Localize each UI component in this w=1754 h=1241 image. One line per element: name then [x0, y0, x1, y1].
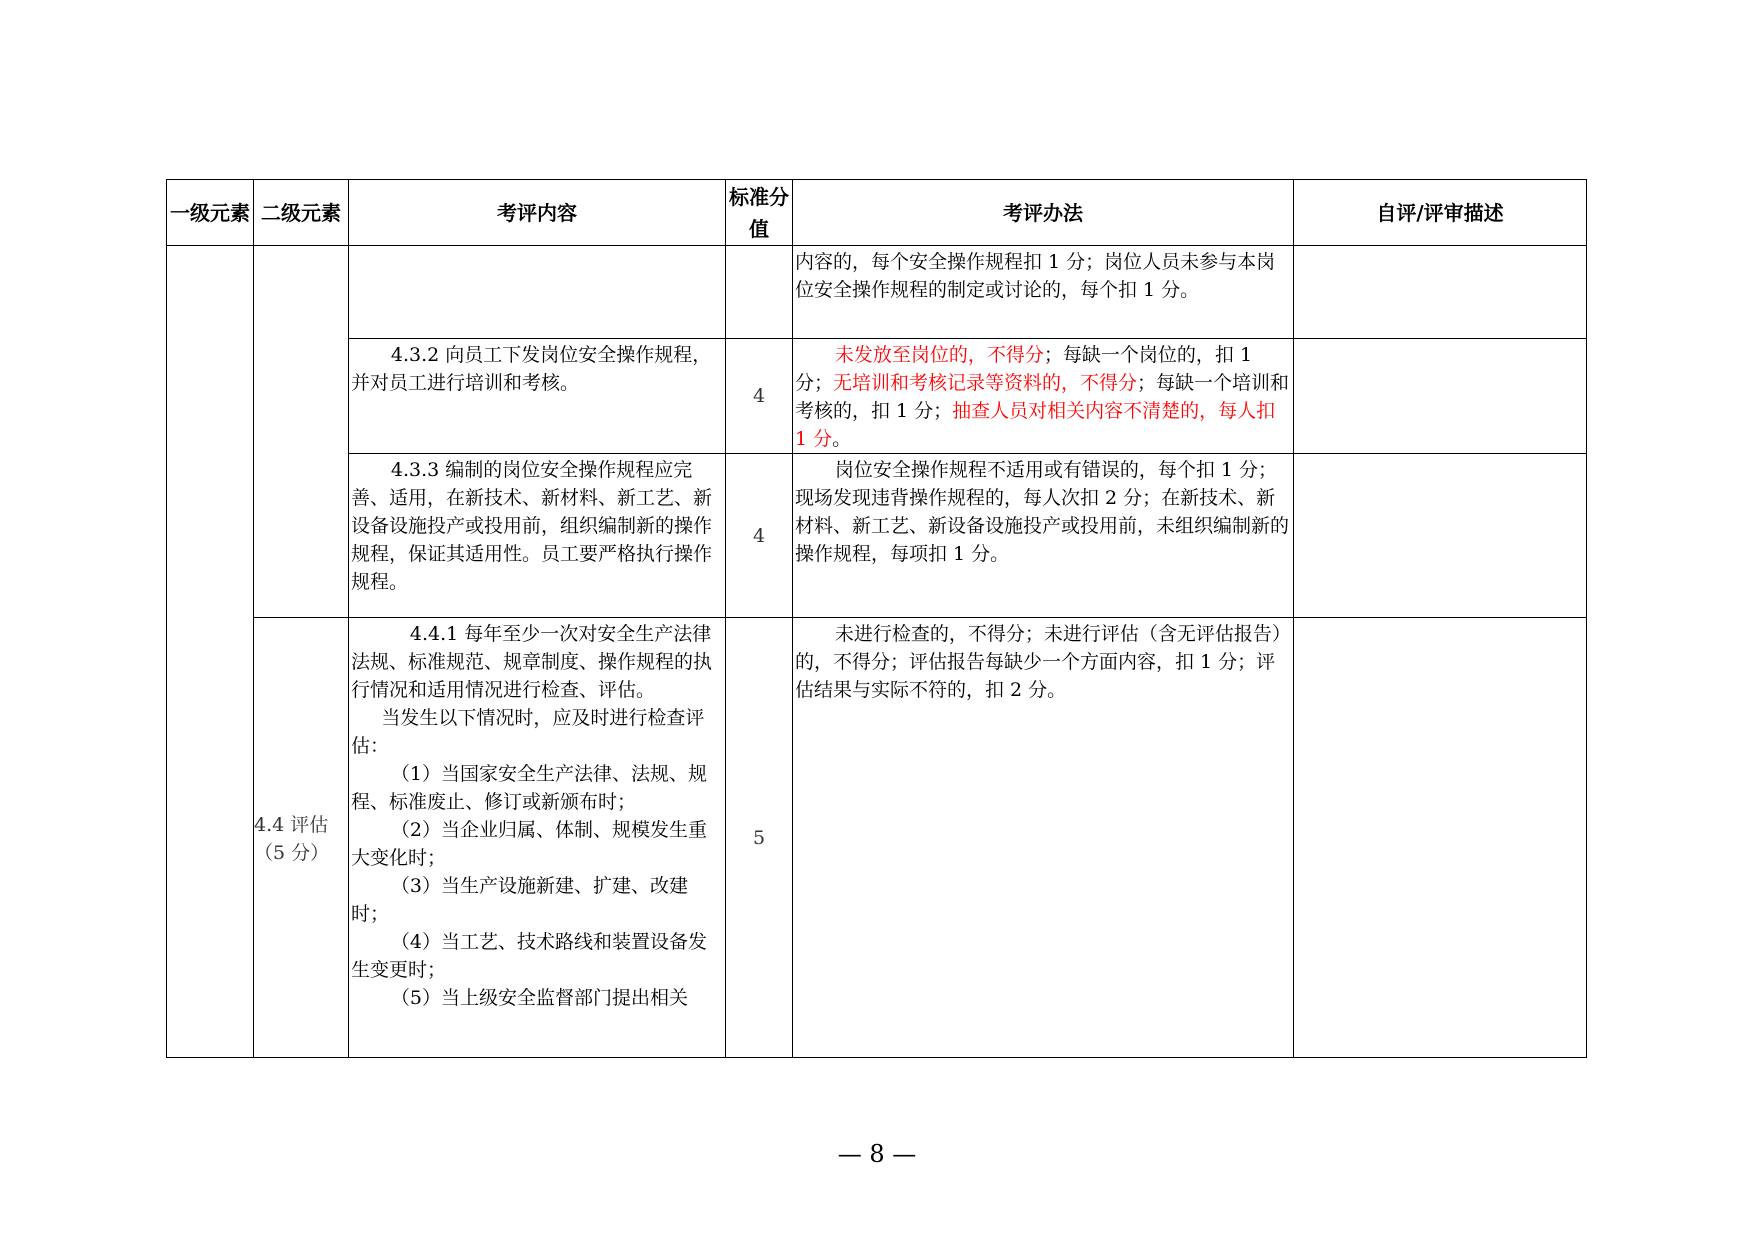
evaluation-table — [166, 179, 1587, 1058]
page-number: — 8 — — [837, 1140, 917, 1168]
table-row — [167, 618, 1587, 1058]
header-level1-element: 一级元素 — [167, 180, 254, 246]
content-cell: 4.4.1 每年至少一次对安全生产法律法规、标准规范、规章制度、操作规程的执行情况和适用情况进行检查、评估。 当发生以下情况时，应及时进行检查评估： （1）当国家安全生产法律、法规、规程、标准废止、修订或新颁布时； （2）当企业归属、体制、规模发生重大变化时； （3）当生产设施新建、扩建、改建时； （4）当工艺、技术路线和装置设备发生变更时； （5）当上级安全监督部门提出相关 — [349, 618, 726, 1058]
level2-element-cell — [254, 246, 349, 618]
level1-element-cell — [167, 246, 254, 1058]
table-row — [167, 454, 1587, 618]
content-cell — [349, 246, 726, 339]
score-cell: 5 — [726, 618, 793, 1058]
content-cell: 4.3.2 向员工下发岗位安全操作规程，并对员工进行培训和考核。 — [349, 339, 726, 454]
header-self-eval: 自评/评审描述 — [1294, 180, 1587, 246]
method-cell: 未进行检查的，不得分；未进行评估（含无评估报告）的，不得分；评估报告每缺少一个方面内容，扣 1 分；评估结果与实际不符的，扣 2 分。 — [793, 618, 1294, 1058]
score-cell — [726, 246, 793, 339]
self-eval-cell — [1294, 339, 1587, 454]
method-cell: 未发放至岗位的，不得分；每缺一个岗位的，扣 1 分；无培训和考核记录等资料的，不得分；每缺一个培训和考核的，扣 1 分；抽查人员对相关内容不清楚的，每人扣 1 分。 — [793, 339, 1294, 454]
table-row — [167, 246, 1587, 339]
header-method: 考评办法 — [793, 180, 1294, 246]
header-level2-element: 二级元素 — [254, 180, 349, 246]
content-cell: 4.3.3 编制的岗位安全操作规程应完善、适用，在新技术、新材料、新工艺、新设备设施投产或投用前，组织编制新的操作规程，保证其适用性。员工要严格执行操作规程。 — [349, 454, 726, 618]
method-cell: 岗位安全操作规程不适用或有错误的，每个扣 1 分；现场发现违背操作规程的，每人次扣 2 分；在新技术、新材料、新工艺、新设备设施投产或投用前，未组织编制新的操作规程，每项扣 1 分。 — [793, 454, 1294, 618]
score-cell: 4 — [726, 339, 793, 454]
table-row — [167, 339, 1587, 454]
self-eval-cell — [1294, 618, 1587, 1058]
header-content: 考评内容 — [349, 180, 726, 246]
self-eval-cell — [1294, 246, 1587, 339]
header-standard-score: 标准分值 — [726, 180, 793, 246]
method-cell: 内容的，每个安全操作规程扣 1 分；岗位人员未参与本岗位安全操作规程的制定或讨论的，每个扣 1 分。 — [793, 246, 1294, 339]
score-cell: 4 — [726, 454, 793, 618]
header-row — [167, 180, 1587, 246]
level2-element-cell: 4.4 评估（5 分） — [254, 618, 349, 1058]
self-eval-cell — [1294, 454, 1587, 618]
